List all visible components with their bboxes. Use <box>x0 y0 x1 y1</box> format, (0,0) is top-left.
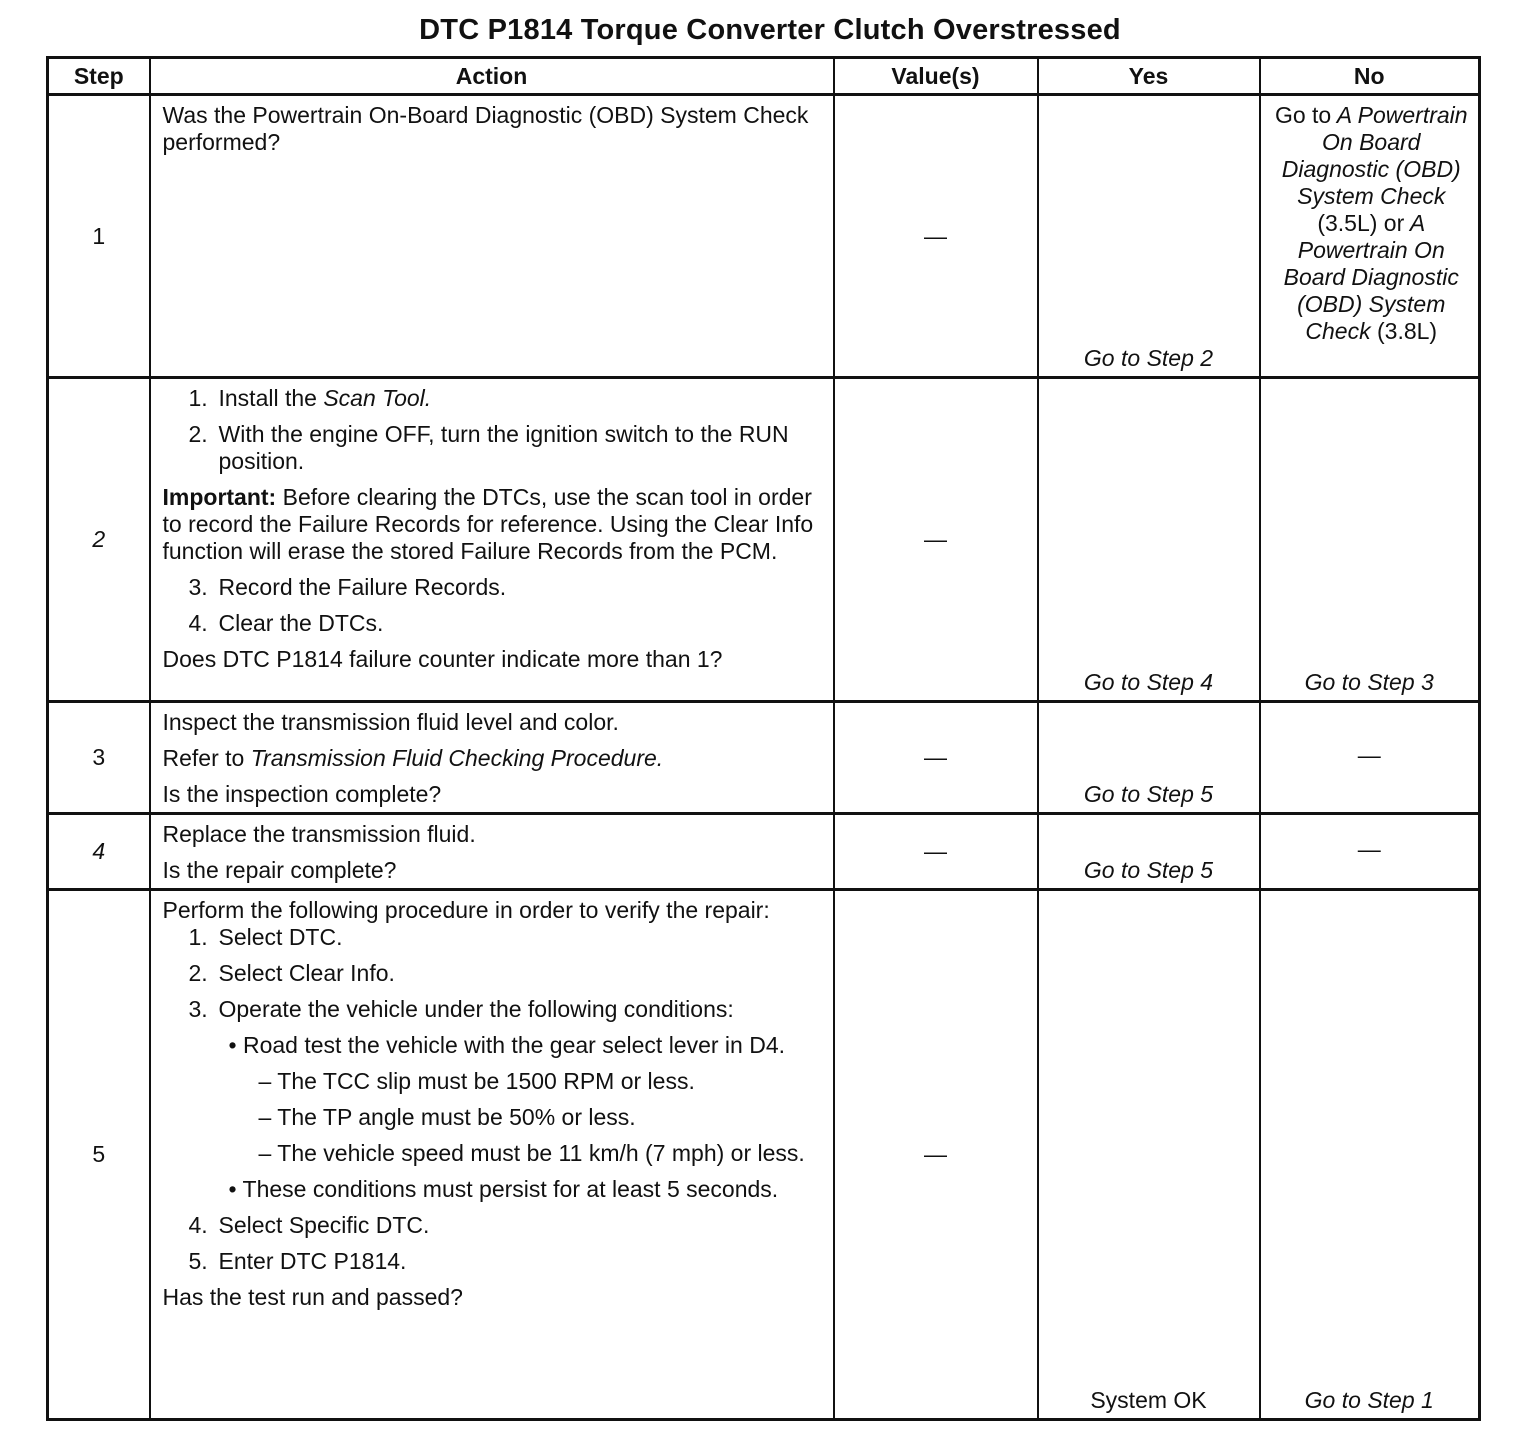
no-cell <box>1260 95 1480 378</box>
list-item: 2. Select Clear Info. <box>188 960 395 986</box>
dash-item: – The TCC slip must be 1500 RPM or less. <box>258 1068 695 1094</box>
no-cell: — <box>1260 814 1480 890</box>
list-item: 1. Select DTC. <box>188 924 343 950</box>
header-yes: Yes <box>1038 58 1260 95</box>
list-item: 3. Operate the vehicle under the following conditions: <box>188 996 734 1022</box>
refer-text: Refer to Transmission Fluid Checking Procedure. <box>162 745 664 771</box>
table-row-step-5 <box>48 890 1480 1420</box>
intro-text: Perform the following procedure in order to verify the repair: <box>162 897 770 923</box>
no-cell: Go to Step 1 <box>1260 890 1480 1420</box>
no-cell: Go to Step 3 <box>1260 378 1480 702</box>
value-cell: — <box>834 814 1038 890</box>
scan-tool-link[interactable]: Scan Tool <box>323 385 425 411</box>
no-link-3-8l-suffix: (3.8L) <box>1377 318 1438 344</box>
action-text: Was the Powertrain On-Board Diagnostic (OBD) System Check performed? <box>162 102 809 155</box>
list-item: 5. Enter DTC P1814. <box>188 1248 407 1274</box>
header-row <box>48 58 1480 95</box>
yes-cell: Go to Step 4 <box>1038 378 1260 702</box>
question-text: Does DTC P1814 failure counter indicate more than 1? <box>162 646 723 672</box>
action-cell <box>150 890 834 1420</box>
list-item: 3. Record the Failure Records. <box>188 574 507 600</box>
value-cell: — <box>834 890 1038 1420</box>
value-cell: — <box>834 95 1038 378</box>
header-no: No <box>1260 58 1480 95</box>
no-link-3-8l[interactable]: A Powertrain On Board Diagnostic (OBD) System Check <box>1283 210 1459 344</box>
list-item: 2. With the engine OFF, turn the ignition switch to the RUN position. <box>188 421 789 474</box>
no-link-3-5l[interactable]: A Powertrain On Board Diagnostic (OBD) System Check <box>1281 102 1468 209</box>
list-item: 1. Install the Scan Tool. <box>188 385 432 411</box>
action-cell <box>150 95 834 378</box>
header-action: Action <box>150 58 834 95</box>
step-number: 1 <box>48 95 150 378</box>
important-note: Important: Before clearing the DTCs, use the scan tool in order to record the Failure Records for reference. Using the Clear Info function will erase the stored Failure Records from the PCM. <box>162 484 814 564</box>
no-link-3-5l-suffix: (3.5L) or <box>1317 210 1405 236</box>
table-row-step-1 <box>48 95 1480 378</box>
dash-item: – The vehicle speed must be 11 km/h (7 mph) or less. <box>258 1140 805 1166</box>
fluid-checking-procedure-link[interactable]: Transmission Fluid Checking Procedure. <box>250 745 664 771</box>
list-item: 4. Select Specific DTC. <box>188 1212 430 1238</box>
table-row-step-4 <box>48 814 1480 890</box>
table-row-step-3 <box>48 702 1480 814</box>
dash-item: – The TP angle must be 50% or less. <box>258 1104 636 1130</box>
list-item: 4. Clear the DTCs. <box>188 610 384 636</box>
no-goto-text: Go to <box>1274 102 1332 128</box>
question-text: Is the repair complete? <box>162 857 397 883</box>
yes-cell: Go to Step 5 <box>1038 702 1260 814</box>
table-row-step-2 <box>48 378 1480 702</box>
step-number: 5 <box>48 890 150 1420</box>
step-number: 3 <box>48 702 150 814</box>
page-title: DTC P1814 Torque Converter Clutch Overstressed <box>419 14 1121 46</box>
no-cell: — <box>1260 702 1480 814</box>
action-cell <box>150 814 834 890</box>
value-cell: — <box>834 378 1038 702</box>
header-values: Value(s) <box>834 58 1038 95</box>
action-cell <box>150 378 834 702</box>
yes-cell: Go to Step 5 <box>1038 814 1260 890</box>
question-text: Is the inspection complete? <box>162 781 442 807</box>
step-number: 2 <box>48 378 150 702</box>
diagnostic-table <box>46 56 1481 1421</box>
bullet-item: • These conditions must persist for at least 5 seconds. <box>228 1176 779 1202</box>
yes-cell: Go to Step 2 <box>1038 95 1260 378</box>
value-cell: — <box>834 702 1038 814</box>
action-text: Replace the transmission fluid. <box>162 821 476 847</box>
yes-cell: System OK <box>1038 890 1260 1420</box>
action-cell <box>150 702 834 814</box>
header-step: Step <box>48 58 150 95</box>
important-label: Important: <box>162 484 277 510</box>
question-text: Has the test run and passed? <box>162 1284 463 1310</box>
action-text: Inspect the transmission fluid level and color. <box>162 709 619 735</box>
bullet-item: • Road test the vehicle with the gear select lever in D4. <box>228 1032 786 1058</box>
step-number: 4 <box>48 814 150 890</box>
